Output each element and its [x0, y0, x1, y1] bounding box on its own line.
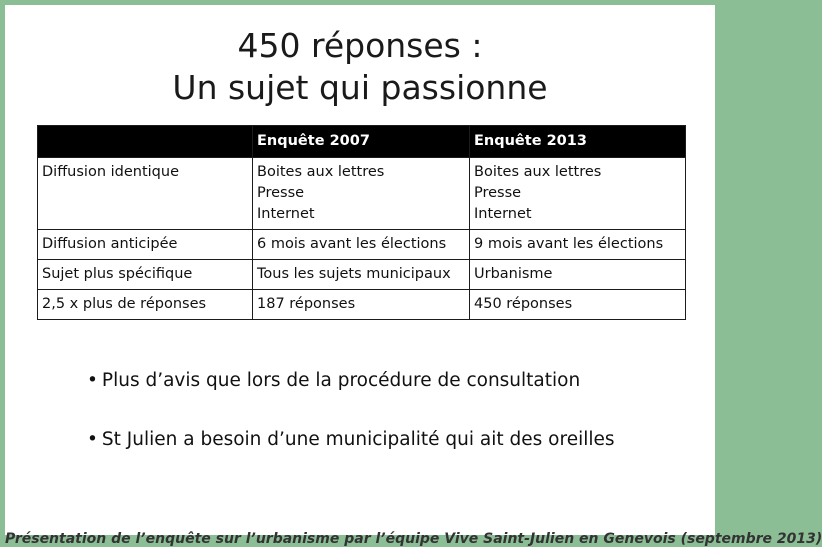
- bullet-text: Plus d’avis que lors de la procédure de consultation: [101, 370, 581, 391]
- title-line-2: Un sujet qui passionne: [172, 68, 548, 107]
- bullet-symbol: •: [87, 429, 98, 450]
- comparison-table: [37, 125, 686, 320]
- cell-line: Boites aux lettres: [474, 164, 602, 180]
- title-line-1: 450 réponses :: [237, 26, 483, 65]
- header-cell-empty: [38, 126, 253, 158]
- bullet-text: St Julien a besoin d’une municipalité qui ait des oreilles: [101, 429, 615, 450]
- table-row: [38, 260, 686, 290]
- cell-line: Internet: [257, 206, 315, 222]
- cell-2007: Tous les sujets municipaux: [253, 260, 470, 290]
- row-label: Sujet plus spécifique: [38, 260, 253, 290]
- footer-caption: Présentation de l’enquête sur l’urbanisme par l’équipe Vive Saint-Julien en Genevois (septembre 2013): [5, 531, 822, 547]
- cell-2007: 187 réponses: [253, 290, 470, 320]
- row-label: 2,5 x plus de réponses: [38, 290, 253, 320]
- slide: [5, 5, 822, 547]
- bullet-item: [87, 369, 707, 393]
- cell-2007: 6 mois avant les élections: [253, 230, 470, 260]
- cell-line: Presse: [257, 185, 305, 201]
- table-header-row: [38, 126, 686, 158]
- header-cell-2007: Enquête 2007: [253, 126, 470, 158]
- row-label: Diffusion identique: [38, 158, 253, 230]
- bullet-item: [87, 428, 707, 452]
- cell-2013: [470, 158, 686, 230]
- table-row: [38, 230, 686, 260]
- cell-2013: 9 mois avant les élections: [470, 230, 686, 260]
- cell-line: Internet: [474, 206, 532, 222]
- cell-line: Presse: [474, 185, 522, 201]
- cell-2007: [253, 158, 470, 230]
- bullet-list: [87, 369, 707, 487]
- table-row: [38, 290, 686, 320]
- row-label: Diffusion anticipée: [38, 230, 253, 260]
- header-cell-2013: Enquête 2013: [470, 126, 686, 158]
- slide-title: [5, 25, 715, 109]
- cell-2013: Urbanisme: [470, 260, 686, 290]
- table-row: [38, 158, 686, 230]
- cell-2013: 450 réponses: [470, 290, 686, 320]
- bullet-symbol: •: [87, 370, 98, 391]
- cell-line: Boites aux lettres: [257, 164, 385, 180]
